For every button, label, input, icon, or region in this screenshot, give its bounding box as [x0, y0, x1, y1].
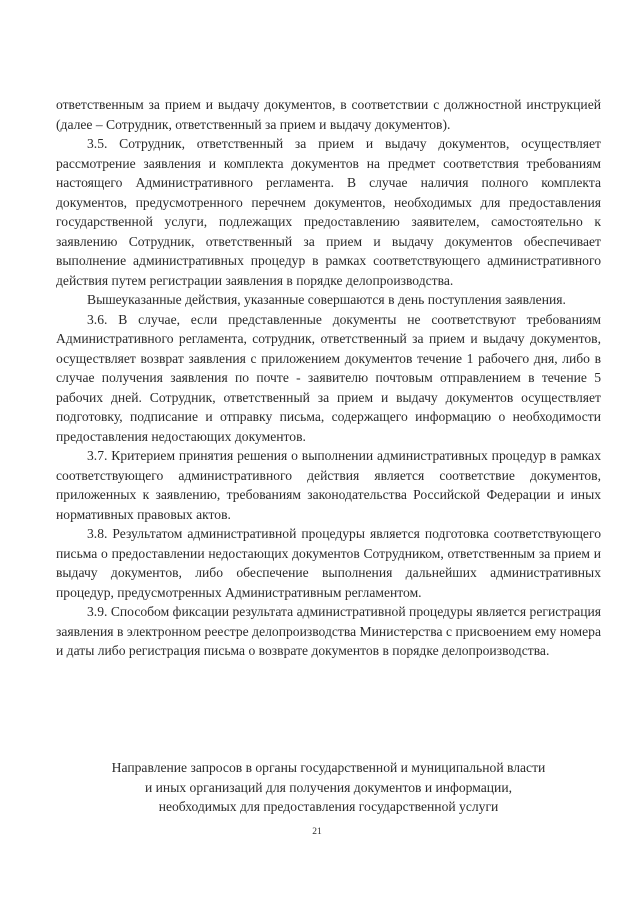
paragraph-3-9: 3.9. Способом фиксации результата административной процедуры является регистрация заявления в электронном реестре делопроизводства Министерства с присвоением ему номера и даты либо регистрация письма о возврате документов в порядке делопроизводства. [56, 604, 601, 658]
paragraph-actions-note: Вышеуказанные действия, указанные совершаются в день поступления заявления. [87, 292, 566, 307]
paragraph-continuation: ответственным за прием и выдачу документов, в соответствии с должностной инструкцией (далее – Сотрудник, ответственный за прием и выдачу документов). [56, 97, 601, 132]
page-number: 21 [312, 827, 322, 837]
paragraph-3-8: 3.8. Результатом административной процедуры является подготовка соответствующего письма о предоставлении недостающих документов Сотрудником, ответственным за прием и выдачу документов, либо обеспечение выполнения дальнейших административных процедур, предусмотренных Административным регламентом. [56, 526, 601, 600]
section-heading-line-1: Направление запросов в органы государственной и муниципальной власти [111, 760, 546, 775]
body-text [56, 95, 601, 661]
paragraph-3-5: 3.5. Сотрудник, ответственный за прием и выдачу документов, осуществляет рассмотрение заявления и комплекта документов на предмет соответствия требованиям настоящего Административного регламента. В случае наличия полного комплекта документов, предусмотренного перечнем документов, необходимых для предоставления государственной услуги, подлежащих предоставлению заявителем, самостоятельно к заявлению Сотрудник, ответственный за прием и выдачу документов обеспечивает выполнение административных процедур в рамках соответствующего административного действия путем регистрации заявления в порядке делопроизводства. [56, 136, 601, 288]
paragraph-3-7: 3.7. Критерием принятия решения о выполнении административных процедур в рамках соответствующего административного действия является соответствие документов, приложенных к заявлению, требованиям законодательства Российской Федерации и иных нормативных правовых актов. [56, 448, 601, 522]
paragraph-3-6: 3.6. В случае, если представленные документы не соответствуют требованиям Административного регламента, сотрудник, ответственный за прием и выдачу документов, осуществляет возврат заявления с приложением документов течение 1 рабочего дня, либо в случае получения заявления по почте - заявителю почтовым отправлением в течение 5 рабочих дней. Сотрудник, ответственный за прием и выдачу документов осуществляет подготовку, подписание и отправку письма, содержащего информацию о необходимости предоставления недостающих документов. [56, 311, 601, 444]
section-heading-line-2: и иных организаций для получения документов и информации, [144, 779, 513, 795]
section-heading [56, 758, 601, 817]
section-heading-line-3: необходимых для предоставления государственной услуги [158, 799, 499, 814]
